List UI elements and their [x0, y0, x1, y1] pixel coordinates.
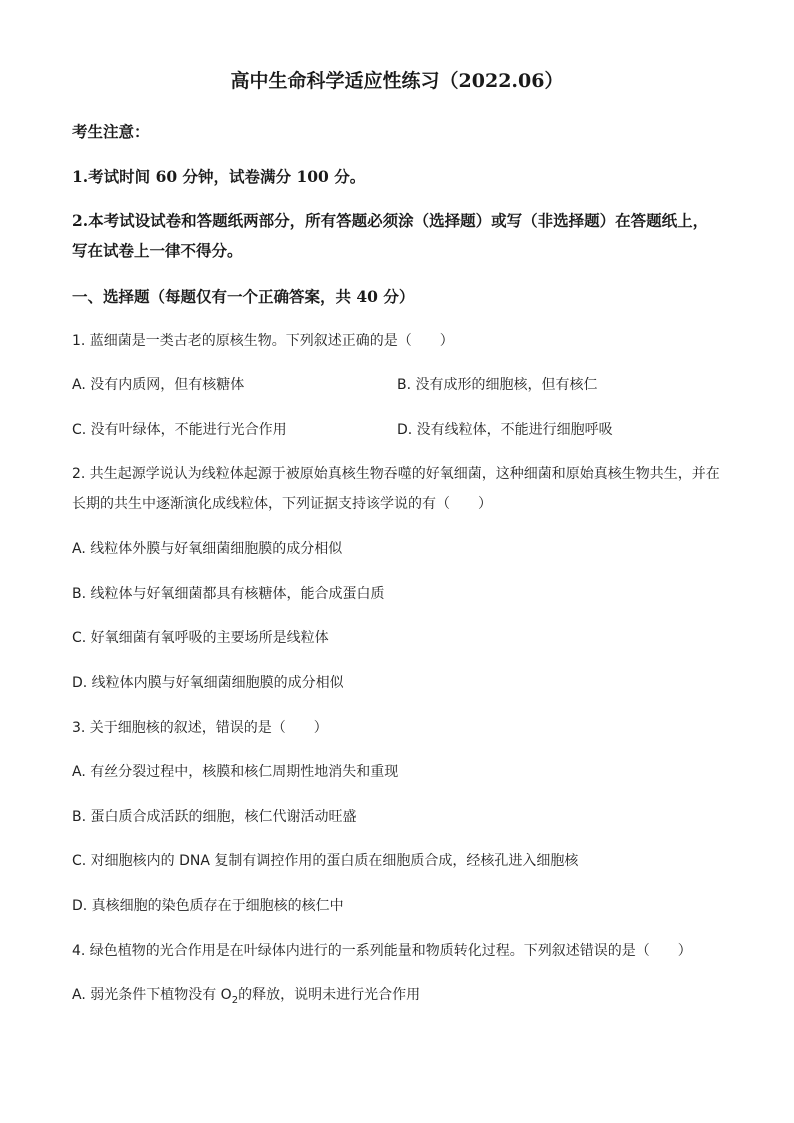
subscript-2: 2: [231, 994, 239, 1006]
section-heading: 一、选择题（每题仅有一个正确答案，共 40 分）: [72, 287, 415, 306]
question-3-option-a: A. 有丝分裂过程中，核膜和核仁周期性地消失和重现: [72, 764, 399, 780]
question-4-option-a: [72, 988, 420, 1006]
notice-item-2-line-1: 2.本考试设试卷和答题纸两部分，所有答题必须涂（选择题）或写（非选择题）在答题纸上，: [72, 211, 709, 230]
question-2-option-c: C. 好氧细菌有氧呼吸的主要场所是线粒体: [72, 630, 329, 646]
question-4-stem: 4. 绿色植物的光合作用是在叶绿体内进行的一系列能量和物质转化过程。下列叙述错误的是（ ）: [72, 943, 692, 959]
question-1-option-c: C. 没有叶绿体，不能进行光合作用: [72, 422, 287, 438]
question-2-stem-line-2: 长期的共生中逐渐演化成线粒体，下列证据支持该学说的有（ ）: [72, 496, 492, 512]
question-2-option-b: B. 线粒体与好氧细菌都具有核糖体，能合成蛋白质: [72, 586, 385, 602]
question-1-option-a: A. 没有内质网，但有核糖体: [72, 377, 245, 393]
notice-item-2-line-2: 写在试卷上一律不得分。: [72, 241, 243, 260]
question-1-stem: 1. 蓝细菌是一类古老的原核生物。下列叙述正确的是（ ）: [72, 333, 454, 349]
question-1-option-d: D. 没有线粒体，不能进行细胞呼吸: [397, 422, 613, 438]
question-1-option-b: B. 没有成形的细胞核，但有核仁: [397, 377, 598, 393]
question-3-option-c: C. 对细胞核内的 DNA 复制有调控作用的蛋白质在细胞质合成，经核孔进入细胞核: [72, 853, 579, 869]
page-title: 高中生命科学适应性练习（2022.06）: [230, 70, 564, 92]
question-2-option-d: D. 线粒体内膜与好氧细菌细胞膜的成分相似: [72, 675, 344, 691]
question-3-option-d: D. 真核细胞的染色质存在于细胞核的核仁中: [72, 898, 344, 914]
question-4-option-a-pre: A. 弱光条件下植物没有 O: [72, 987, 232, 1003]
question-2-option-a: A. 线粒体外膜与好氧细菌细胞膜的成分相似: [72, 541, 343, 557]
question-3-option-b: B. 蛋白质合成活跃的细胞，核仁代谢活动旺盛: [72, 809, 357, 825]
question-2-stem-line-1: 2. 共生起源学说认为线粒体起源于被原始真核生物吞噬的好氧细菌，这种细菌和原始真核生物共生，并在: [72, 466, 720, 482]
question-3-stem: 3. 关于细胞核的叙述，错误的是（ ）: [72, 720, 328, 736]
question-4-option-a-post: 的释放，说明未进行光合作用: [238, 987, 421, 1003]
notice-item-1: 1.考试时间 60 分钟，试卷满分 100 分。: [72, 167, 366, 186]
notice-heading: 考生注意：: [72, 122, 150, 141]
